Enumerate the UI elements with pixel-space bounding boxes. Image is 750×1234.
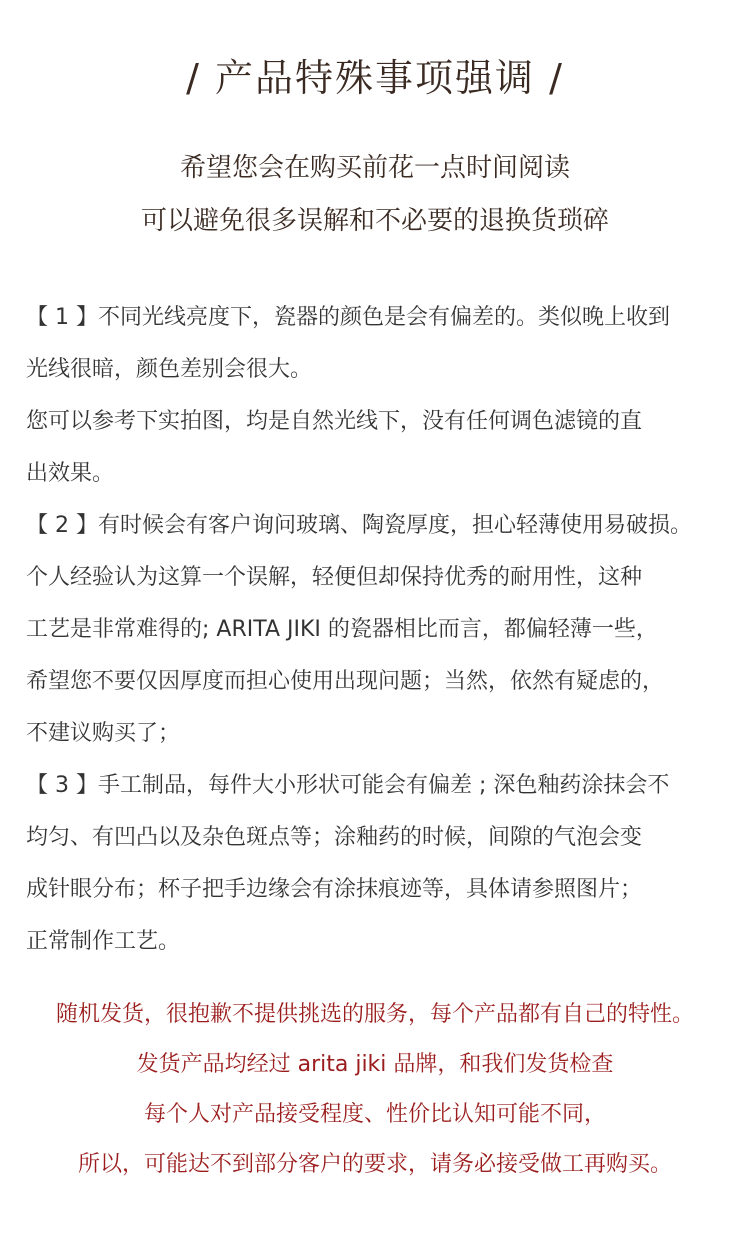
body-line: 【 1 】不同光线亮度下，瓷器的颜色是会有偏差的。类似晚上收到 — [26, 305, 670, 330]
notice-line: 发货产品均经过 arita jiki 品牌，和我们发货检查 — [136, 1052, 614, 1077]
body-line: 出效果。 — [26, 461, 115, 486]
body-line: 希望您不要仅因厚度而担心使用出现问题；当然，依然有疑虑的， — [26, 669, 665, 694]
page-title: / 产品特殊事项强调 / — [186, 56, 564, 100]
body-line: 成针眼分布；杯子把手边缘会有涂抹痕迹等，具体请参照图片； — [26, 877, 643, 902]
shipping-notice — [0, 993, 750, 1193]
body-line: 光线很暗，颜色差别会很大。 — [26, 357, 313, 382]
notice-line: 随机发货，很抱歉不提供挑选的服务，每个产品都有自己的特性。 — [55, 1002, 694, 1027]
body-line: 【 2 】有时候会有客户询问玻璃、陶瓷厚度，担心轻薄使用易破损。 — [26, 513, 692, 538]
notice-line: 所以，可能达不到部分客户的要求，请务必接受做工再购买。 — [77, 1152, 672, 1177]
subtitle-line-1: 希望您会在购买前花一点时间阅读 — [179, 153, 570, 183]
notice-line: 每个人对产品接受程度、性价比认知可能不同， — [143, 1102, 606, 1127]
notes-body — [26, 296, 750, 972]
body-line: 您可以参考下实拍图，均是自然光线下，没有任何调色滤镜的直 — [26, 409, 643, 434]
body-line: 【 3 】手工制品，每件大小形状可能会有偏差 ; 深色釉药涂抹会不 — [26, 773, 670, 798]
subtitle-line-2: 可以避免很多误解和不必要的退换货琐碎 — [140, 206, 609, 236]
body-line: 正常制作工艺。 — [26, 929, 181, 954]
body-line: 均匀、有凹凸以及杂色斑点等；涂釉药的时候，间隙的气泡会变 — [26, 825, 643, 850]
body-line: 不建议购买了； — [26, 721, 181, 746]
body-line: 个人经验认为这算一个误解，轻便但却保持优秀的耐用性，这种 — [26, 565, 643, 590]
body-line: 工艺是非常难得的; ARITA JIKI 的瓷器相比而言，都偏轻薄一些， — [26, 617, 658, 642]
